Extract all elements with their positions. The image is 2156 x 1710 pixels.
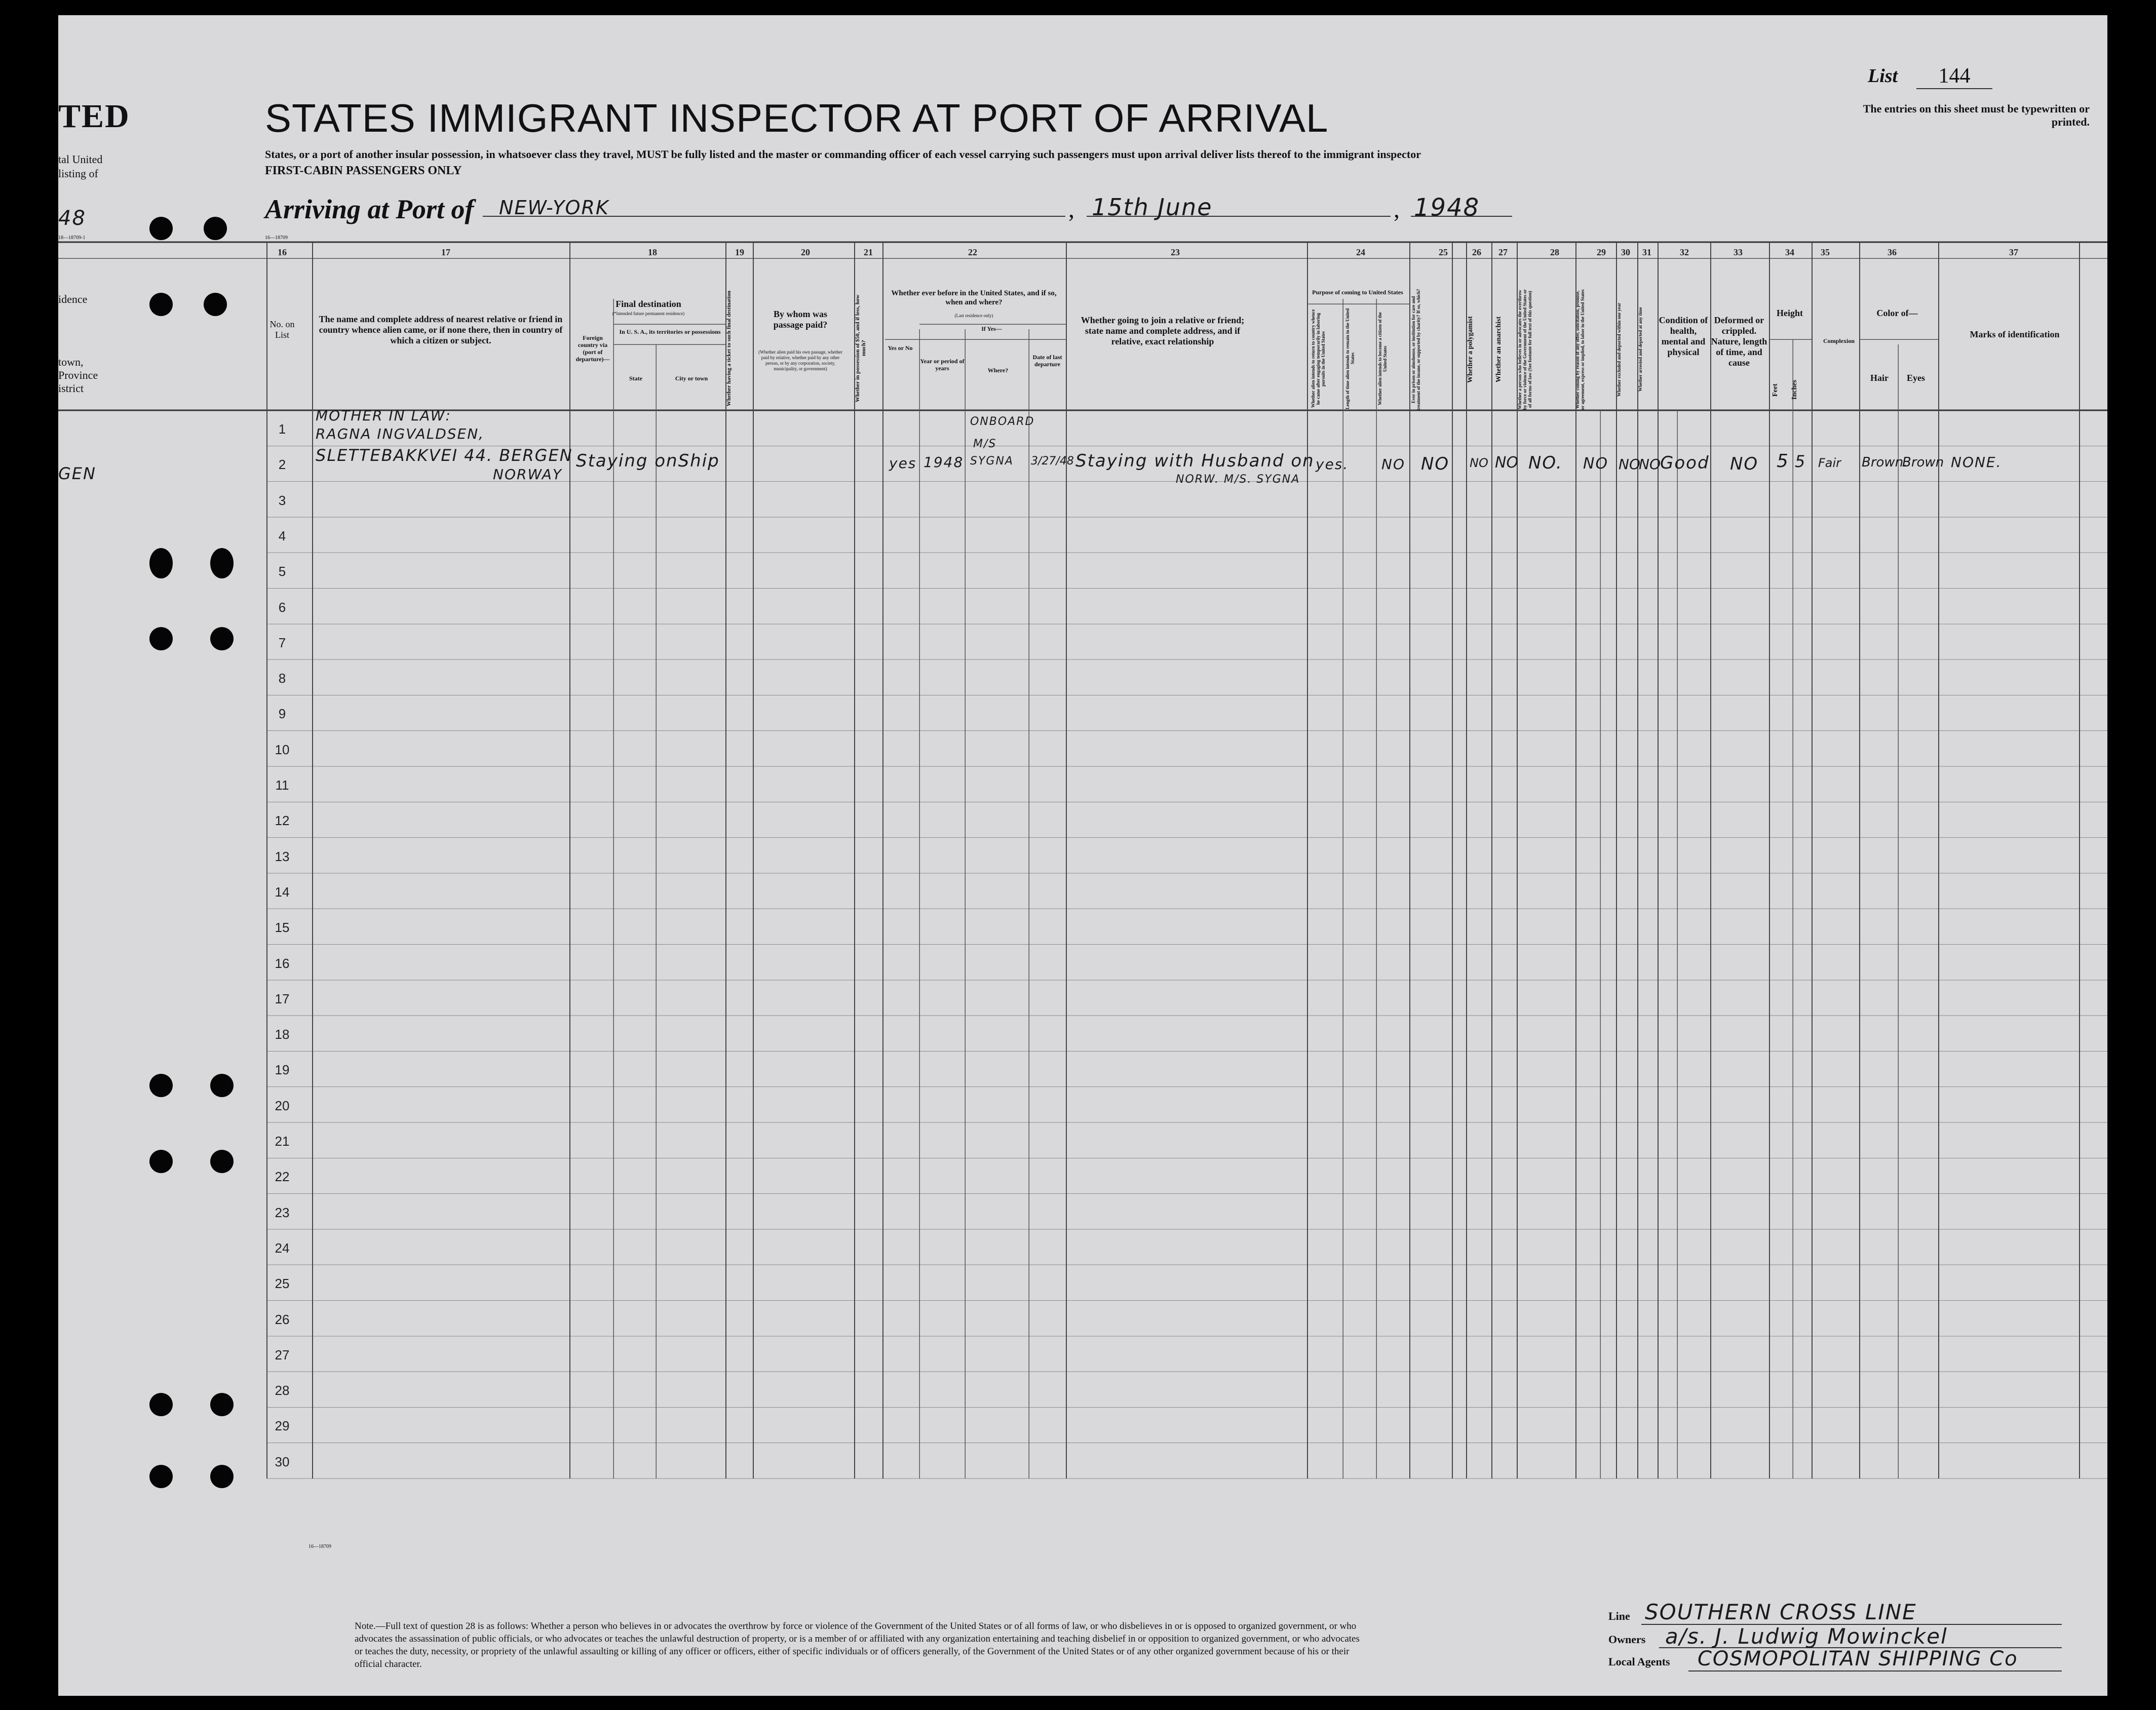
header-color-of: Color of— (1876, 308, 1918, 318)
destination-entry: Staying onShip (576, 451, 720, 471)
header-q31: Whether arrested and deported at any time (1638, 307, 1643, 392)
header-state: State (629, 375, 642, 382)
row-number: 21 (275, 1134, 290, 1149)
left-fragment: listing of (58, 167, 98, 180)
row-number: 13 (275, 848, 290, 864)
header-purpose-return: Whether alien intends to return to country whence he came after engaging temporarily in laboring pursuits in the United States (1311, 309, 1326, 408)
column-number: 22 (968, 247, 977, 257)
health-entry: Good (1660, 453, 1710, 473)
relative-name-line: MOTHER IN LAW: (316, 407, 451, 424)
left-fragment-title: TED (58, 98, 130, 135)
row-number: 2 (278, 457, 286, 473)
entries-note: The entries on this sheet must be typewritten or printed. (1863, 102, 2090, 128)
row-number: 1 (278, 421, 286, 437)
header-q30: Whether excluded and deported within one year (1616, 302, 1622, 397)
header-before-in-us: Whether ever before in the United States, and if so, when and where? (891, 289, 1057, 306)
column-number: 33 (1734, 247, 1743, 257)
agents-underline (1688, 1670, 2062, 1672)
where-line: ONBOARD (970, 415, 1035, 428)
class-line: FIRST-CABIN PASSENGERS ONLY (265, 164, 462, 177)
marks-entry: NONE. (1951, 454, 2002, 471)
column-number: 29 (1597, 247, 1606, 257)
owners-label: Owners (1608, 1633, 1646, 1646)
left-fragment: tal United (58, 153, 103, 166)
row-number: 19 (275, 1062, 290, 1078)
column-number: 28 (1550, 247, 1559, 257)
row-number: 4 (278, 528, 286, 543)
row-number: 18 (275, 1027, 290, 1042)
column-number: 19 (735, 247, 744, 257)
relative-address-line: SLETTEBAKKVEI 44. BERGEN (316, 446, 573, 465)
header-yes-no: Yes or No (888, 344, 913, 352)
before-yes-entry: yes (889, 455, 917, 472)
column-number: 37 (2009, 247, 2018, 257)
comma: , (1394, 196, 1400, 223)
header-complexion: Complexion (1823, 337, 1855, 344)
header-polygamist: Whether a polygamist (1467, 316, 1474, 383)
list-label: List (1868, 65, 1898, 87)
row-number: 5 (278, 564, 286, 579)
column-number: 27 (1498, 247, 1508, 257)
polygamist-entry: NO (1470, 456, 1488, 470)
relative-address-line: NORWAY (493, 466, 562, 483)
column-number: 18 (648, 247, 657, 257)
header-height: Height (1777, 308, 1803, 318)
row-number: 30 (275, 1454, 290, 1469)
header-final-destination: Final destination (615, 299, 681, 309)
header-where: Where? (987, 367, 1009, 374)
row-number: 3 (278, 492, 286, 508)
column-number: 30 (1621, 247, 1630, 257)
departure-date-entry: 3/27/48 (1031, 455, 1074, 468)
form-grid (58, 15, 2107, 1696)
column-number: 16 (278, 247, 287, 257)
q28-entry: NO. (1528, 453, 1563, 473)
row-number: 16 (275, 955, 290, 971)
row-number: 11 (275, 778, 289, 793)
row-number: 10 (275, 742, 290, 757)
left-form-code: 18—18709-1 (58, 235, 86, 241)
column-number: 25 (1439, 247, 1448, 257)
header-final-destination-sub: (*Intended future permanent residence) (612, 311, 685, 316)
relative-name-line: RAGNA INGVALDSEN, (316, 425, 485, 442)
row-number: 14 (275, 884, 290, 900)
before-year-entry: 1948 (923, 454, 964, 471)
header-fifty-dollars: Whether in possession of $50, and if less, how much? (855, 294, 867, 402)
eyes-entry: Brown (1902, 455, 1944, 470)
row-number: 26 (275, 1311, 290, 1327)
q30-entry: NO (1619, 456, 1640, 473)
year-field: 1948 (1414, 193, 1480, 222)
header-joining: Whether going to join a relative or friend; state name and complete address, and if relative, exact relationship (1081, 315, 1245, 346)
row-number: 17 (275, 991, 290, 1006)
height-inches-entry: 5 (1795, 452, 1806, 471)
header-purpose-citizen: Whether alien intends to become a citizen of the United States (1377, 312, 1388, 405)
row-number: 28 (275, 1383, 290, 1398)
page-title: STATES IMMIGRANT INSPECTOR AT PORT OF ARRIVAL (265, 96, 1329, 140)
left-fragment: istrict (58, 382, 84, 395)
header-paid-by: By whom was passage paid? (773, 309, 828, 330)
header-city: City or town (675, 375, 708, 382)
left-fragment: idence (58, 293, 88, 305)
form-code: 16—18709 (265, 235, 288, 241)
left-fragment: 48 (58, 207, 86, 230)
line-label: Line (1608, 1610, 1630, 1622)
arriving-label: Arriving at Port of (265, 194, 474, 224)
header-q29: Whether coming by reason of any offer, solicitation, promise, or agreement, express or implied, to labor in the United States (1575, 289, 1585, 410)
instruction-text: States, or a port of another insular possession, in whatsoever class they travel, MUST be fully listed and the master or commanding officer of each vessel carrying such passengers must upon arrival deliver lists thereof to the immigrant inspector (265, 148, 1421, 161)
joining-entry: NORW. M/S. SYGNA (1176, 473, 1300, 486)
left-fragment: Province (58, 369, 98, 381)
column-number: 26 (1472, 247, 1481, 257)
anarchist-entry: NO (1495, 454, 1519, 472)
header-feet: Feet (1772, 383, 1779, 397)
where-line: M/S (973, 438, 997, 450)
column-number: 24 (1356, 247, 1365, 257)
list-number: 144 (1916, 64, 1992, 89)
where-line: SYGNA (970, 455, 1014, 468)
row-number: 15 (275, 920, 290, 936)
column-number: 20 (801, 247, 810, 257)
header-year-period: Year or period of years (920, 358, 965, 372)
agents-label: Local Agents (1608, 1655, 1670, 1668)
header-prison: Ever in prison or almshouse, or institution for care and treatment of the insane, or supported by charity? If so, which? (1411, 289, 1421, 410)
agents-value: COSMOPOLITAN SHIPPING Co (1698, 1647, 2018, 1670)
header-q28: Whether a person who believes in or advocates the overthrow by force or violence of the Government of the United States or of all forms of law (See footnote for full text of this question) (1517, 289, 1532, 410)
footnote-question-28: Note.—Full text of question 28 is as follows: Whether a person who believes in or advocates the overthrow by force or violence of the Government of the United States or of all forms of law, or who disbelieves in or is opposed to organized government, or who advocates the assassination of public officials, or who advocates or teaches the unlawful destruction of property, or is a member of or affiliated with any organization entertaining and teaching disbelief in or opposition to organized government, or who advocates or teaches the duty, necessity, or propriety of the unlawful assaulting or killing of any officer or officers, either of specific individuals or of officers generally, of the Government of the United States or of any other organized government because of his or their official character. (355, 1621, 1360, 1669)
column-number: 34 (1785, 247, 1794, 257)
row-number: 7 (278, 635, 286, 650)
purpose-return-entry: yes. (1316, 456, 1349, 473)
left-fragment: town, (58, 356, 84, 368)
row-number: 9 (278, 706, 286, 722)
date-field: 15th June (1092, 193, 1213, 221)
row-number: 29 (275, 1418, 290, 1434)
header-marks: Marks of identification (1970, 329, 2060, 339)
column-number: 35 (1821, 247, 1830, 257)
column-number: 31 (1642, 247, 1651, 257)
header-foreign-country: Foreign country via (port of departure)— (575, 334, 610, 363)
row-number: 24 (275, 1240, 290, 1256)
header-condition: Condition of health, mental and physical (1659, 315, 1708, 357)
column-number: 17 (441, 247, 450, 257)
comma: , (1068, 196, 1074, 223)
header-paid-by-sub: (Whether alien paid his own passage, whether paid by relative, whether paid by any other person, or by any corporation, society, municipality, or government) (758, 349, 842, 371)
header-before-sub: (Last residence only) (954, 313, 993, 318)
complexion-entry: Fair (1818, 456, 1841, 470)
q29-entry: NO (1583, 455, 1609, 473)
hair-entry: Brown. (1862, 455, 1908, 470)
owners-value: a/s. J. Ludwig Mowinckel (1665, 1624, 1948, 1649)
deformed-entry: NO (1730, 454, 1759, 474)
header-purpose-length: Length of time alien intends to remain in the United States (1345, 308, 1355, 409)
header-date-departure: Date of last departure (1032, 354, 1062, 368)
row-number: 12 (275, 813, 290, 829)
header-if-yes: If Yes— (981, 325, 1002, 332)
header-inches: Inches (1791, 380, 1798, 400)
header-in-usa: In U. S. A., its territories or possessions (619, 328, 721, 335)
row-number: 20 (275, 1098, 290, 1113)
citizen-entry: NO (1381, 456, 1405, 473)
q31-entry: NO (1639, 456, 1661, 473)
header-hair: Hair (1870, 373, 1889, 383)
header-nearest-relative: The name and complete address of nearest relative or friend in country whence alien came, or if none there, then in country of which a citizen or subject. (319, 314, 563, 345)
port-field: NEW-YORK (499, 197, 609, 219)
header-ticket: Whether having a ticket to such final destination (726, 290, 732, 406)
left-fragment: GEN (58, 464, 96, 483)
header-deformed: Deformed or crippled. Nature, length of time, and cause (1711, 315, 1767, 368)
header-no-on-list: No. on List (270, 319, 295, 340)
manifest-sheet (58, 15, 2107, 1696)
row-number: 23 (275, 1204, 290, 1220)
prison-entry: NO (1421, 454, 1450, 474)
column-number: 32 (1680, 247, 1689, 257)
joining-entry: Staying with Husband on (1075, 451, 1315, 471)
column-number: 21 (864, 247, 873, 257)
row-number: 25 (275, 1276, 290, 1292)
row-number: 6 (278, 599, 286, 615)
header-purpose: Purpose of coming to United States (1312, 289, 1403, 296)
row-number: 22 (275, 1169, 290, 1185)
header-anarchist: Whether an anarchist (1495, 316, 1503, 383)
column-number: 23 (1171, 247, 1180, 257)
row-number: 27 (275, 1347, 290, 1363)
line-value: SOUTHERN CROSS LINE (1645, 1600, 1917, 1624)
form-code-bottom: 16—18709 (309, 1544, 331, 1549)
header-eyes: Eyes (1907, 373, 1925, 383)
height-feet-entry: 5 (1777, 451, 1789, 472)
column-number: 36 (1888, 247, 1897, 257)
row-number: 8 (278, 671, 286, 686)
